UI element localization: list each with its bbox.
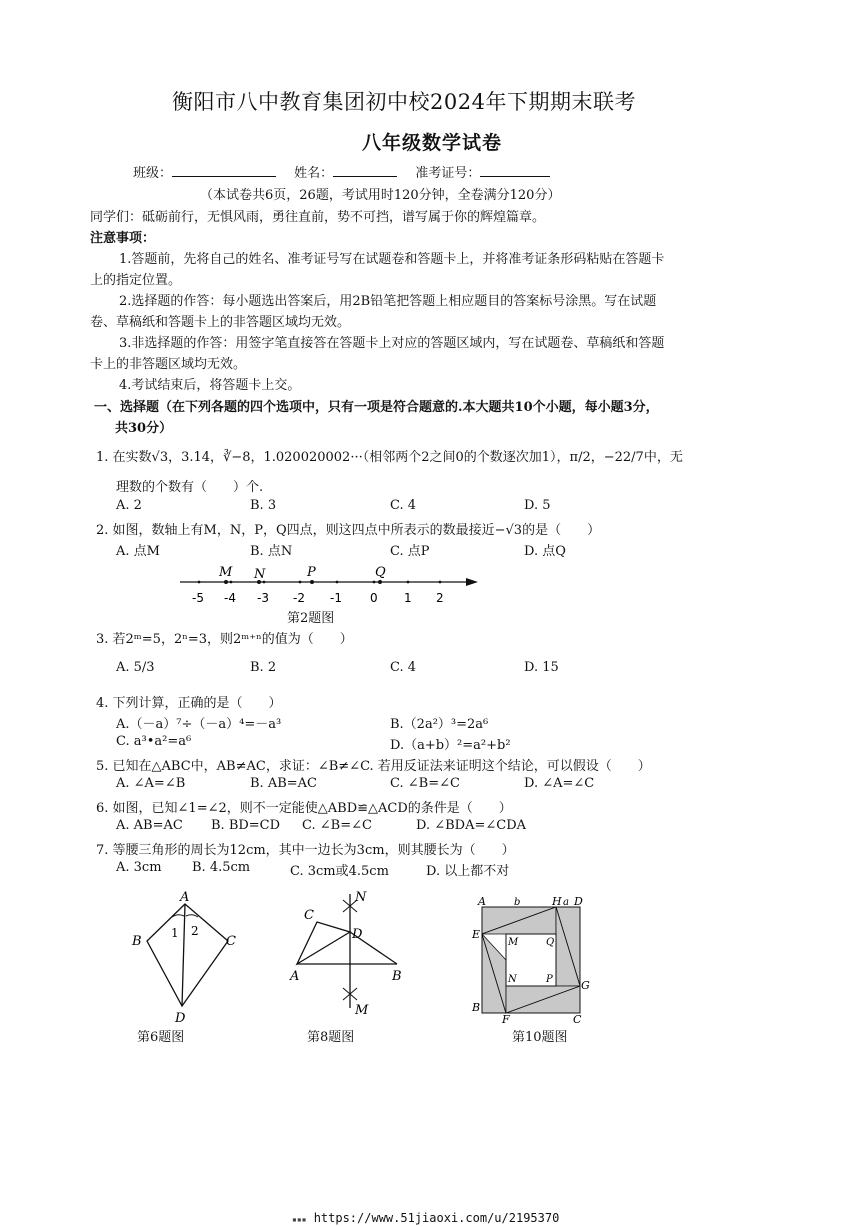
- label-a: A: [478, 895, 486, 908]
- tick-label: -2: [293, 591, 305, 605]
- q2-text: 2. 如图，数轴上有M，N，P，Q四点，则这四点中所表示的数最接近−√3的是（ ）: [96, 523, 601, 538]
- angle-mark-2: [186, 915, 198, 917]
- triangle-acd: [297, 922, 350, 964]
- q7-text: 7. 等腰三角形的周长为12cm，其中一边长为3cm，则其腰长为（ ）: [96, 843, 515, 858]
- q3-option-b[interactable]: B. 2: [250, 660, 277, 675]
- q1-option-a[interactable]: A. 2: [116, 498, 142, 513]
- class-blank[interactable]: [172, 164, 276, 177]
- q7-option-b[interactable]: B. 4.5cm: [192, 860, 251, 875]
- q6-option-d[interactable]: D. ∠BDA=∠CDA: [416, 818, 527, 833]
- figure-10-squares: [468, 894, 593, 1024]
- vertex-label-b: B: [132, 934, 142, 949]
- q6-option-a[interactable]: A. AB=AC: [116, 818, 183, 833]
- note-3b: 卡上的非答题区域均无效。: [90, 357, 247, 372]
- footer-mark: ▪▪▪: [292, 1215, 307, 1224]
- figure-8-construction: [285, 888, 415, 1023]
- tick-label: -1: [330, 591, 342, 605]
- paper-subtitle: 八年级数学试卷: [362, 132, 503, 154]
- label-n: N: [508, 974, 517, 985]
- q5-option-d[interactable]: D. ∠A=∠C: [524, 776, 595, 791]
- q4-option-c[interactable]: C. a³•a²=a⁶: [116, 734, 192, 749]
- point-label-d: D: [352, 927, 363, 942]
- q7-option-c[interactable]: C. 3cm或4.5cm: [290, 864, 389, 879]
- vertex-label-a: A: [180, 890, 190, 905]
- point-label-p: P: [307, 565, 316, 580]
- section1-heading-a: 一、选择题（在下列各题的四个选项中，只有一项是符合题意的.本大题共10个小题，每小题3分，: [94, 400, 659, 415]
- label-f: F: [502, 1013, 510, 1024]
- tick-label: 0: [370, 591, 378, 605]
- q2-option-c[interactable]: C. 点P: [390, 544, 430, 559]
- q5-option-b[interactable]: B. AB=AC: [250, 776, 317, 791]
- q4-option-d[interactable]: D.（a+b）²=a²+b²: [390, 738, 511, 753]
- note-4: 4.考试结束后，将答题卡上交。: [119, 378, 301, 393]
- point-label-b: B: [392, 969, 402, 984]
- point-label-c: C: [304, 908, 314, 923]
- q5-text: 5. 已知在△ABC中，AB≠AC，求证：∠B≠∠C. 若用反证法来证明这个结论，可以假设（ ）: [96, 759, 651, 774]
- q7-option-a[interactable]: A. 3cm: [116, 860, 162, 875]
- kite-outline: [147, 904, 228, 1006]
- footer-url[interactable]: https://www.51jiaoxi.com/u/2195370: [313, 1211, 560, 1225]
- label-p: P: [546, 974, 553, 985]
- point-label-m: M: [355, 1003, 369, 1018]
- point-label-q: Q: [375, 565, 386, 580]
- q2-option-a[interactable]: A. 点M: [116, 544, 160, 559]
- note-1b: 上的指定位置。: [90, 273, 182, 288]
- q6-text: 6. 如图，已知∠1=∠2，则不一定能使△ABD≌△ACD的条件是（ ）: [96, 801, 512, 816]
- exam-no-blank[interactable]: [480, 164, 550, 177]
- footer-watermark: [292, 1211, 559, 1225]
- q4-option-b[interactable]: B.（2a²）³=2a⁶: [390, 717, 489, 732]
- label-h: H: [552, 895, 562, 908]
- q1-option-b[interactable]: B. 3: [250, 498, 277, 513]
- note-3a: 3.非选择题的作答：用签字笔直接答在答题卡上对应的答题区域内，写在试题卷、草稿纸和答题: [119, 336, 665, 351]
- q6-option-c[interactable]: C. ∠B=∠C: [302, 818, 372, 833]
- note-2b: 卷、草稿纸和答题卡上的非答题区域均无效。: [90, 315, 351, 330]
- q3-option-d[interactable]: D. 15: [524, 660, 559, 675]
- name-label: 姓名：: [294, 166, 334, 181]
- fig2-caption: 第2题图: [287, 611, 335, 626]
- greeting: 同学们：砥砺前行，无惧风雨，勇往直前，势不可挡，谱写属于你的辉煌篇章。: [90, 210, 546, 225]
- figure-6-kite: [128, 890, 248, 1025]
- q2-option-b[interactable]: B. 点N: [250, 544, 293, 559]
- kite-diagonal-ad: [182, 904, 185, 1006]
- q5-option-a[interactable]: A. ∠A=∠B: [116, 776, 186, 791]
- student-info-row: [133, 162, 550, 181]
- label-c: C: [573, 1013, 582, 1024]
- q3-option-a[interactable]: A. 5/3: [116, 660, 155, 675]
- tick-label: -4: [224, 591, 236, 605]
- name-blank[interactable]: [333, 164, 397, 177]
- tick-label: -3: [257, 591, 269, 605]
- q1-option-c[interactable]: C. 4: [390, 498, 417, 513]
- note-1a: 1.答题前，先将自己的姓名、准考证号写在试题卷和答题卡上，并将准考证条形码粘贴在答题卡: [119, 252, 665, 267]
- tick-label: 1: [404, 591, 412, 605]
- label-g: G: [581, 979, 590, 992]
- fig6-caption: 第6题图: [137, 1030, 185, 1045]
- vertex-label-d: D: [175, 1011, 186, 1025]
- point-label-n: N: [254, 567, 266, 582]
- section1-heading-b: 共30分）: [115, 421, 173, 436]
- q1-text-a: 1. 在实数√3，3.14，∛−8，1.020020002···（相邻两个2之间0的个数逐次加1），π/2，−22/7中，无: [96, 450, 683, 465]
- exam-info: （本试卷共6页，26题，考试用时120分钟，全卷满分120分）: [200, 188, 561, 203]
- label-b-top: b: [514, 897, 521, 908]
- exam-title: 衡阳市八中教育集团初中校2024年下期期末联考: [172, 90, 636, 114]
- fig10-caption: 第10题图: [512, 1030, 568, 1045]
- q6-option-b[interactable]: B. BD=CD: [211, 818, 281, 833]
- q5-option-c[interactable]: C. ∠B=∠C: [390, 776, 460, 791]
- q3-option-c[interactable]: C. 4: [390, 660, 417, 675]
- tick-label: 2: [436, 591, 444, 605]
- fig8-caption: 第8题图: [307, 1030, 355, 1045]
- point-label-a: A: [290, 969, 300, 984]
- q4-option-a[interactable]: A.（－a）⁷÷（－a）⁴=－a³: [116, 717, 282, 732]
- class-label: 班级：: [133, 166, 173, 181]
- number-line-figure: [175, 562, 485, 612]
- angle-label-1: 1: [171, 926, 179, 940]
- note-2a: 2.选择题的作答：每小题选出答案后，用2B铅笔把答题上相应题目的答案标号涂黑。写在试题: [119, 294, 657, 309]
- q1-text-b: 理数的个数有（ ）个.: [116, 480, 264, 495]
- q4-text: 4. 下列计算，正确的是（ ）: [96, 696, 282, 711]
- q3-text: 3. 若2ᵐ=5，2ⁿ=3，则2ᵐ⁺ⁿ的值为（ ）: [96, 632, 353, 647]
- label-m: M: [508, 937, 519, 948]
- point-label-n: N: [355, 890, 367, 905]
- tick-label: -5: [192, 591, 204, 605]
- label-d: D: [574, 895, 583, 908]
- q1-option-d[interactable]: D. 5: [524, 498, 551, 513]
- label-a-top: a: [563, 897, 569, 908]
- q7-option-d[interactable]: D. 以上都不对: [426, 864, 510, 879]
- label-e: E: [472, 928, 481, 941]
- exam-no-label: 准考证号：: [415, 166, 481, 181]
- notes-heading: 注意事项：: [90, 231, 156, 246]
- q2-option-d[interactable]: D. 点Q: [524, 544, 566, 559]
- number-line-arrow-icon: [466, 578, 478, 586]
- label-b: B: [472, 1001, 481, 1014]
- angle-label-2: 2: [191, 924, 199, 938]
- label-q: Q: [546, 937, 555, 948]
- vertex-label-c: C: [226, 934, 236, 949]
- point-label-m: M: [219, 565, 233, 580]
